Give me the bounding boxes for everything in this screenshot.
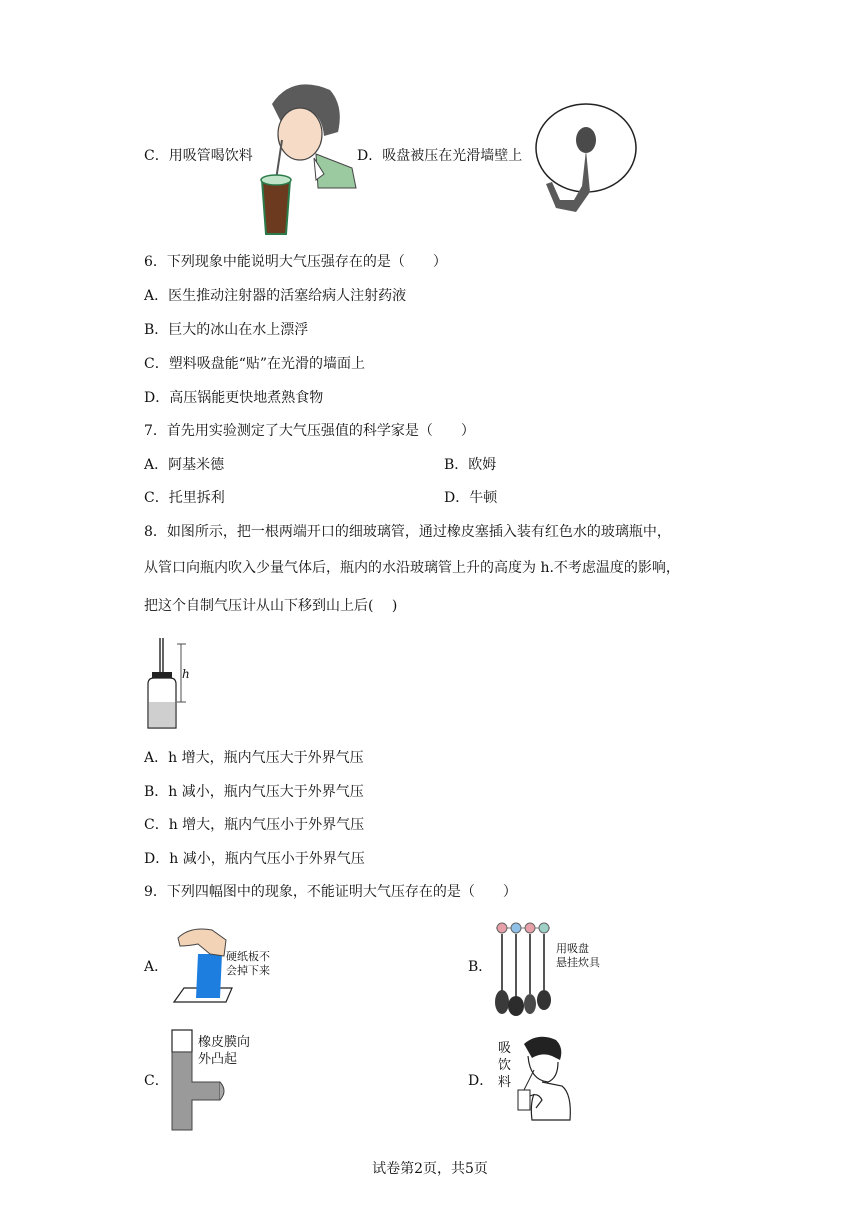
homemade-barometer-figure xyxy=(140,634,200,734)
q9-c-caption-line1: 橡皮膜向 xyxy=(198,1035,251,1050)
q7-option-b: B．欧姆 xyxy=(444,457,497,473)
q6-option-d: D．高压锅能更快地煮熟食物 xyxy=(144,390,324,406)
boy-drinking-sketch-figure xyxy=(512,1034,580,1122)
barometer-h-label: h xyxy=(182,667,190,681)
suction-cup-hook-figure xyxy=(532,96,640,214)
q9-d-caption-line3: 料 xyxy=(498,1075,512,1090)
q9-a-caption xyxy=(226,950,270,978)
q6-option-b: B．巨大的冰山在水上漂浮 xyxy=(144,322,309,338)
q7-option-d: D．牛顿 xyxy=(444,490,498,506)
q5-option-c: C．用吸管喝饮料 xyxy=(144,148,253,164)
q8-option-d: D．h 减小，瓶内气压小于外界气压 xyxy=(144,851,365,867)
q9-stem: 9．下列四幅图中的现象，不能证明大气压存在的是（ ） xyxy=(144,884,517,900)
q9-option-a-label: A． xyxy=(144,959,169,975)
q9-d-caption xyxy=(498,1040,511,1091)
q9-a-caption-line1: 硬纸板不 xyxy=(226,950,270,963)
q9-option-c-label: C． xyxy=(144,1073,169,1089)
q7-option-c: C．托里拆利 xyxy=(144,490,225,506)
q8-stem-line2: 从管口向瓶内吹入少量气体后，瓶内的水沿玻璃管上升的高度为 h.不考虑温度的影响， xyxy=(144,560,680,576)
q9-b-caption-line2: 悬挂炊具 xyxy=(556,956,600,969)
q9-d-caption-line2: 饮 xyxy=(498,1058,512,1073)
q6-option-c: C．塑料吸盘能“贴”在光滑的墙面上 xyxy=(144,356,366,372)
q9-b-caption xyxy=(556,942,600,970)
q5-option-d: D．吸盘被压在光滑墙壁上 xyxy=(357,148,523,164)
q7-stem: 7．首先用实验测定了大气压强值的科学家是（ ） xyxy=(144,423,475,439)
q9-a-caption-line2: 会掉下来 xyxy=(226,964,270,977)
page-footer: 试卷第2页，共5页 xyxy=(372,1161,488,1177)
q8-option-a: A．h 增大，瓶内气压大于外界气压 xyxy=(144,750,364,766)
q8-option-c: C．h 增大，瓶内气压小于外界气压 xyxy=(144,817,365,833)
q7-option-a: A．阿基米德 xyxy=(144,457,225,473)
boy-drinking-straw-figure xyxy=(252,76,362,236)
q9-option-b-label: B． xyxy=(468,959,493,975)
q9-c-caption-line2: 外凸起 xyxy=(198,1052,238,1067)
q8-stem-line1: 8．如图所示，把一根两端开口的细玻璃管，通过橡皮塞插入装有红色水的玻璃瓶中， xyxy=(144,524,671,540)
q9-option-d-label: D． xyxy=(468,1073,494,1089)
q6-stem: 6．下列现象中能说明大气压强存在的是（ ） xyxy=(144,254,447,270)
q8-stem-line3: 把这个自制气压计从山下移到山上后( ) xyxy=(144,598,398,614)
q8-option-b: B．h 减小，瓶内气压大于外界气压 xyxy=(144,784,364,800)
q9-c-caption xyxy=(198,1034,250,1068)
suction-cups-utensils-figure xyxy=(492,918,556,1018)
q9-b-caption-line1: 用吸盘 xyxy=(556,942,589,955)
q9-d-caption-line1: 吸 xyxy=(498,1041,512,1056)
q6-option-a: A．医生推动注射器的活塞给病人注射药液 xyxy=(144,288,407,304)
